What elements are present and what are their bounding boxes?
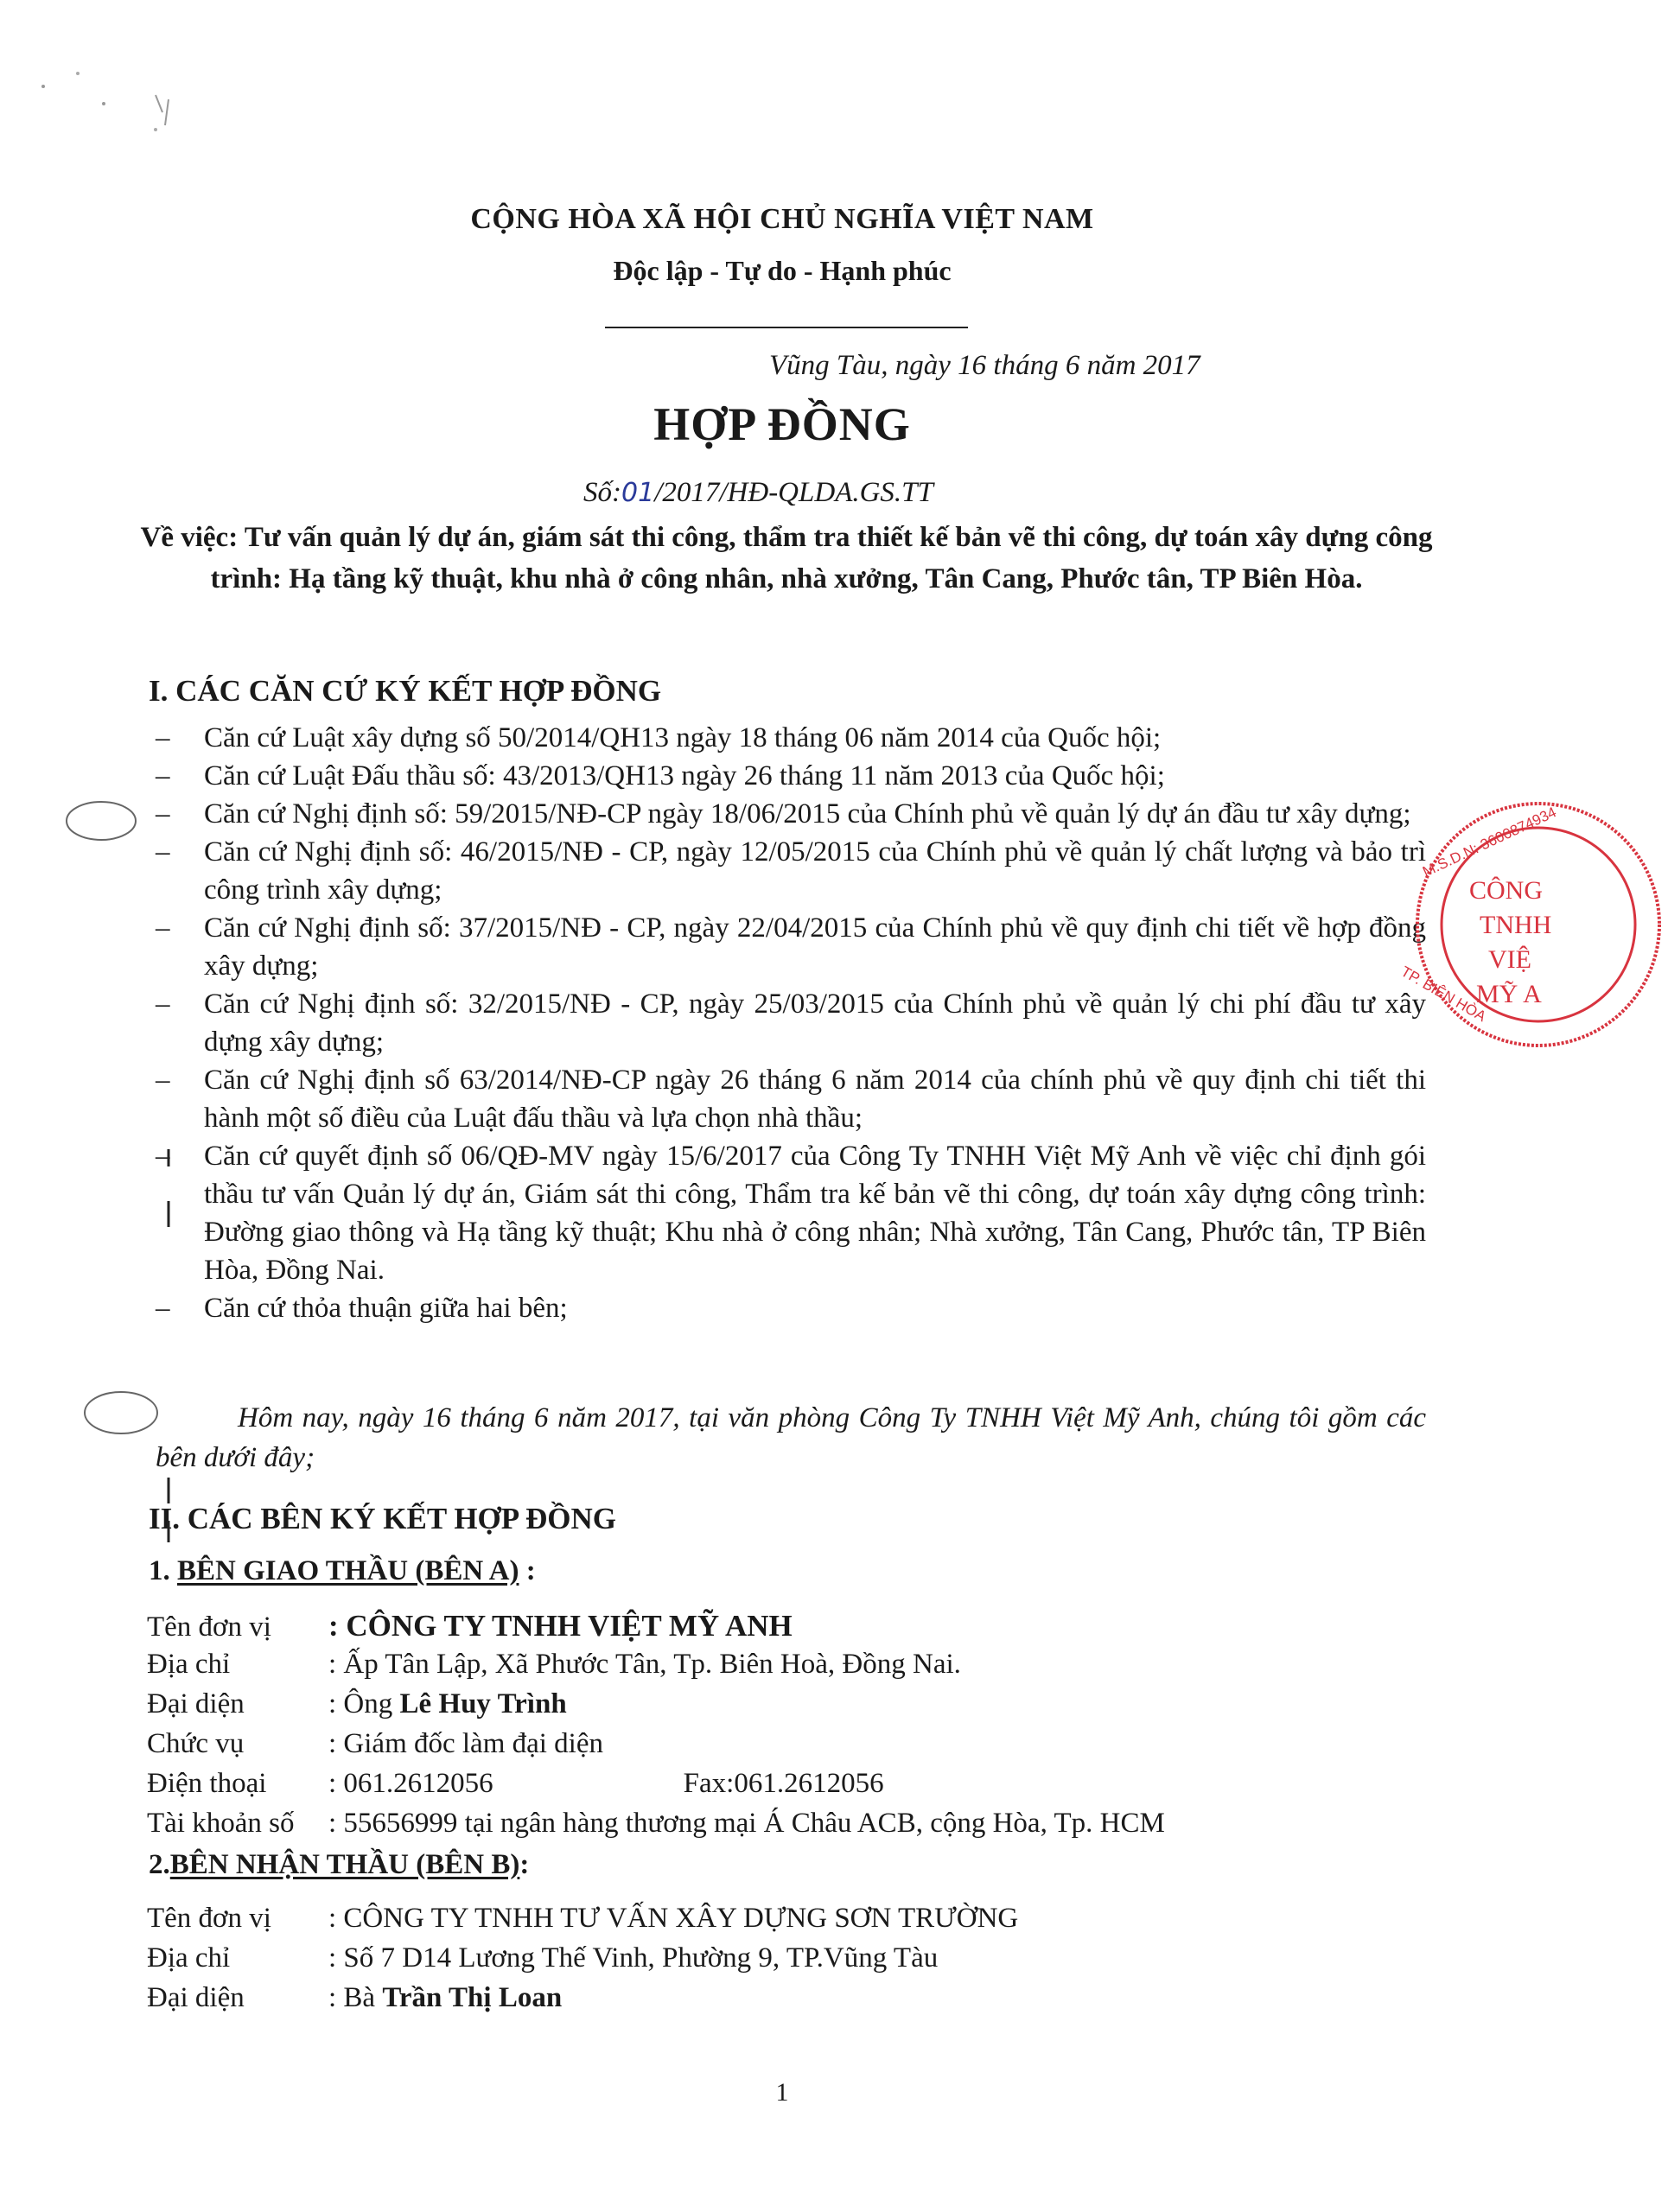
list-item-text: Căn cứ Luật Đấu thầu số: 43/2013/QH13 ngày 26 tháng 11 năm 2013 của Quốc hội;	[204, 760, 1165, 791]
list-item	[156, 719, 1426, 757]
list-item-text: Căn cứ Nghị định số: 37/2015/NĐ - CP, ngày 22/04/2015 của Chính phủ về quy định chi tiết về hợp đồng xây dựng;	[204, 912, 1426, 982]
info-row	[147, 1903, 1426, 1942]
list-item-text: Căn cứ Nghị định số: 32/2015/NĐ - CP, ngày 25/03/2015 của Chính phủ về quản lý chi phí đầu tư xây dựng xây dựng;	[204, 988, 1426, 1058]
list-item	[156, 1137, 1426, 1289]
info-value	[328, 1688, 1426, 1720]
list-item-text: Căn cứ Nghị định số 63/2014/NĐ-CP ngày 26 tháng 6 năm 2014 của chính phủ về quy định chi tiết thi hành một số điều của Luật đấu thầu và lựa chọn nhà thầu;	[204, 1065, 1426, 1134]
info-row	[147, 1768, 1426, 1808]
info-value: : 55656999 tại ngân hàng thương mại Á Châu ACB, cộng Hòa, Tp. HCM	[328, 1808, 1165, 1839]
info-label: Đại diện	[147, 1688, 245, 1719]
national-motto: Độc lập - Tự do - Hạnh phúc	[613, 255, 952, 286]
list-item	[156, 795, 1426, 833]
list-item	[156, 1061, 1426, 1137]
list-item	[156, 985, 1426, 1061]
dash-marker: –	[156, 836, 170, 868]
info-value-prefix: : Bà	[328, 1982, 383, 2013]
dash-marker: –	[156, 988, 170, 1020]
info-value: : Giám đốc làm đại diện	[328, 1728, 603, 1759]
section-2-heading: II. CÁC BÊN KÝ KẾT HỢP ĐỒNG	[149, 1502, 616, 1535]
page-number: 1	[775, 2078, 789, 2107]
list-item	[156, 909, 1426, 985]
party-b-info	[147, 1903, 1426, 2022]
info-value: : Số 7 D14 Lương Thế Vinh, Phường 9, TP.Vũng Tàu	[328, 1942, 939, 1974]
party-a-info	[147, 1609, 1426, 1847]
list-item-text: Căn cứ Nghị định số: 46/2015/NĐ - CP, ngày 12/05/2015 của Chính phủ về quản lý chất lượng và bảo trì công trình xây dựng;	[204, 836, 1426, 906]
dash-marker: –	[156, 1293, 170, 1324]
party-b-heading	[149, 1849, 529, 1881]
representative-name: Lê Huy Trình	[399, 1688, 567, 1719]
document-number-suffix: /2017/HĐ-QLDA.GS.TT	[654, 477, 933, 508]
party-a-heading	[149, 1555, 536, 1587]
dash-marker: –	[156, 1065, 170, 1096]
list-item	[156, 1289, 1426, 1327]
place-date: Vũng Tàu, ngày 16 tháng 6 năm 2017	[769, 350, 1200, 381]
contract-subject: Về việc: Tư vấn quản lý dự án, giám sát thi công, thẩm tra thiết kế bản vẽ thi công, dự toán xây dựng công trình: Hạ tầng kỹ thuật, khu nhà ở công nhân, nhà xưởng, Tân Cang, Phước tân, TP Biên Hòa.	[140, 522, 1433, 594]
list-item	[156, 757, 1426, 795]
fax-value: Fax:061.2612056	[683, 1768, 884, 1799]
party-b-title: BÊN NHẬN THẦU (BÊN B)	[169, 1849, 520, 1880]
info-label: Tên đơn vị	[147, 1611, 271, 1643]
info-value: : CÔNG TY TNHH TƯ VẤN XÂY DỰNG SƠN TRƯỜNG	[328, 1903, 1019, 1934]
representative-name: Trần Thị Loan	[382, 1982, 563, 2013]
scan-speckle	[26, 35, 199, 156]
dash-marker: –	[156, 798, 170, 830]
info-row	[147, 1688, 1426, 1728]
list-item-text: Căn cứ thỏa thuận giữa hai bên;	[204, 1293, 568, 1324]
seal-line: VIỆ	[1488, 945, 1531, 974]
info-label: Điện thoại	[147, 1768, 267, 1799]
info-label: Đại diện	[147, 1982, 245, 2013]
dash-marker: –	[156, 1141, 170, 1172]
info-row	[147, 1609, 1426, 1649]
info-value	[328, 1982, 1426, 2014]
company-seal	[1397, 795, 1668, 1054]
legal-basis-list	[156, 719, 1426, 1327]
party-a-colon: :	[519, 1555, 536, 1586]
info-value: : Ấp Tân Lập, Xã Phước Tân, Tp. Biên Hoà, Đồng Nai.	[328, 1649, 961, 1680]
party-b-colon: :	[519, 1849, 530, 1880]
info-label: Địa chỉ	[147, 1942, 231, 1974]
party-a-number: 1.	[149, 1555, 170, 1586]
meeting-statement: Hôm nay, ngày 16 tháng 6 năm 2017, tại văn phòng Công Ty TNHH Việt Mỹ Anh, chúng tôi gồm các bên dưới đây;	[156, 1402, 1426, 1473]
list-item-text: Căn cứ Luật xây dựng số 50/2014/QH13 ngày 18 tháng 06 năm 2014 của Quốc hội;	[204, 722, 1162, 753]
document-number-prefix: Số:	[583, 477, 621, 508]
dash-marker: –	[156, 722, 170, 753]
info-value-prefix: : Ông	[328, 1688, 400, 1719]
document-title: HỢP ĐỒNG	[653, 398, 911, 450]
seal-ring-text: M.S.D.N: 3600874934	[1420, 804, 1559, 880]
margin-tick-marks	[156, 1149, 181, 1547]
dash-marker: –	[156, 760, 170, 791]
document-number-handwritten: 01	[621, 478, 655, 508]
info-row	[147, 1649, 1426, 1688]
info-value	[328, 1768, 1426, 1800]
list-item	[156, 833, 1426, 909]
punch-hole-mark	[69, 1387, 164, 1439]
list-item-text: Căn cứ quyết định số 06/QĐ-MV ngày 15/6/2017 của Công Ty TNHH Việt Mỹ Anh về việc chỉ định gói thầu tư vấn Quản lý dự án, Giám sát thi công, Thẩm tra kế bản vẽ thi công, dự toán xây dựng công trình: Đường giao thông và Hạ tầng kỹ thuật; Khu nhà ở công nhân; Nhà xưởng, Tân Cang, Phước tân, TP Biên Hòa, Đồng Nai.	[204, 1141, 1426, 1286]
punch-hole-mark	[48, 795, 143, 847]
info-row	[147, 1982, 1426, 2022]
info-row	[147, 1942, 1426, 1982]
phone-value: : 061.2612056	[328, 1768, 493, 1799]
party-b-number: 2.	[149, 1849, 170, 1880]
document-number	[583, 477, 933, 509]
info-value: : CÔNG TY TNHH VIỆT MỸ ANH	[328, 1609, 793, 1643]
info-label: Chức vụ	[147, 1728, 245, 1759]
dash-marker: –	[156, 912, 170, 944]
list-item-text: Căn cứ Nghị định số: 59/2015/NĐ-CP ngày 18/06/2015 của Chính phủ về quản lý dự án đầu tư xây dựng;	[204, 798, 1411, 830]
info-label: Địa chỉ	[147, 1649, 231, 1680]
seal-line: MỸ A	[1476, 980, 1542, 1008]
seal-ring-bottom: TP. BIÊN HÒA	[1397, 963, 1489, 1026]
info-row	[147, 1728, 1426, 1768]
info-label: Tên đơn vị	[147, 1903, 271, 1934]
info-row	[147, 1808, 1426, 1847]
seal-line: TNHH	[1480, 911, 1552, 939]
seal-line: CÔNG	[1469, 876, 1544, 905]
party-a-title: BÊN GIAO THẦU (BÊN A)	[177, 1555, 519, 1586]
info-label: Tài khoản số	[147, 1808, 295, 1839]
national-title: CỘNG HÒA XÃ HỘI CHỦ NGHĨA VIỆT NAM	[470, 203, 1094, 235]
header-divider	[605, 327, 968, 328]
section-1-heading: I. CÁC CĂN CỨ KÝ KẾT HỢP ĐỒNG	[149, 674, 662, 708]
